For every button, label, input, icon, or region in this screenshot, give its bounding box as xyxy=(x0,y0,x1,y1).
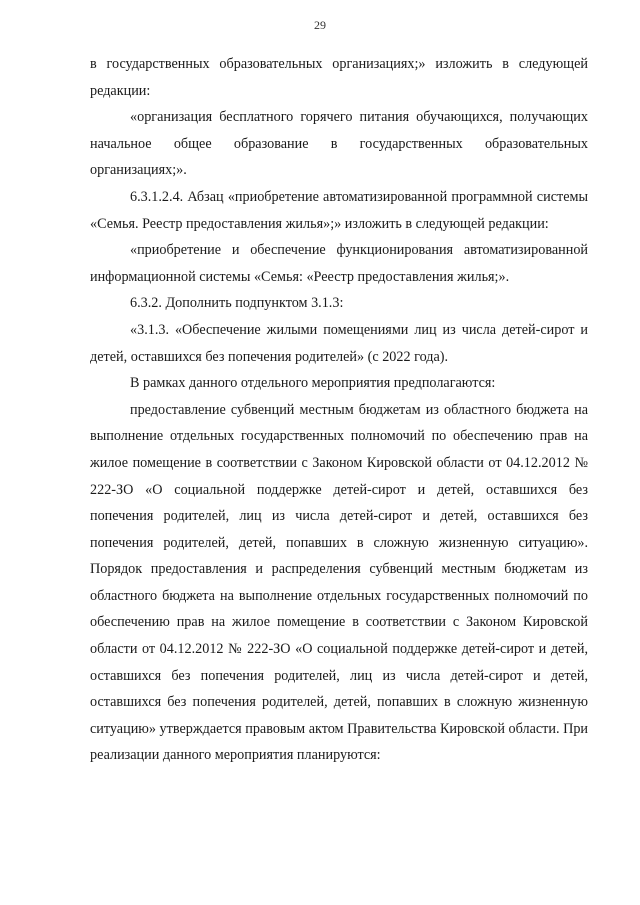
paragraph-quote-family-system: «приобретение и обеспечение функционирования автоматизированной информационной системы «Семья: «Реестр предоставления жилья;». xyxy=(90,242,588,285)
paragraph-activity-intro: В рамках данного отдельного мероприятия предполагаются: xyxy=(130,375,496,392)
page-number: 29 xyxy=(314,18,326,32)
paragraph-3-1-3: «3.1.3. «Обеспечение жилыми помещениями лиц из числа детей-сирот и детей, оставшихся без попечения родителей» (с 2022 года). xyxy=(90,321,588,365)
paragraph-quote-catering: «организация бесплатного горячего питания обучающихся, получающих начальное общее образование в государственных образовательных организациях;». xyxy=(90,109,588,179)
paragraph-subventions: предоставление субвенций местным бюджетам из областного бюджета на выполнение отдельных государственных полномочий по обеспечению прав на жилое помещение в соответствии с Законом Кировской области от 04.12.2012 № 222-ЗО «О социальной поддержке детей-сирот и детей, оставшихся без попечения родителей, лиц из числа детей-сирот и детей, оставшихся без попечения родителей, детей, попавших в сложную жизненную ситуацию». Порядок предоставления и распределения субвенций местным бюджетам из областного бюджета на выполнение отдельных государственных полномочий по обеспечению прав на жилое помещение в соответствии с Законом Кировской области от 04.12.2012 № 222-ЗО «О социальной поддержке детей-сирот и детей, оставшихся без попечения родителей, лиц из числа детей-сирот и детей, оставшихся без попечения родителей, детей, попавших в сложную жизненную ситуацию» утверждается правовым актом Правительства Кировской области. При реализации данного мероприятия планируются: xyxy=(90,401,588,764)
paragraph-6-3-2: 6.3.2. Дополнить подпунктом 3.1.3: xyxy=(130,295,344,312)
document-body xyxy=(90,51,588,769)
paragraph-6-3-1-2-4: 6.3.1.2.4. Абзац «приобретение автоматизированной программной системы «Семья. Реестр предоставления жилья»;» изложить в следующей редакции: xyxy=(90,188,588,232)
paragraph-continuation: в государственных образовательных организациях;» изложить в следующей редакции: xyxy=(90,56,588,99)
